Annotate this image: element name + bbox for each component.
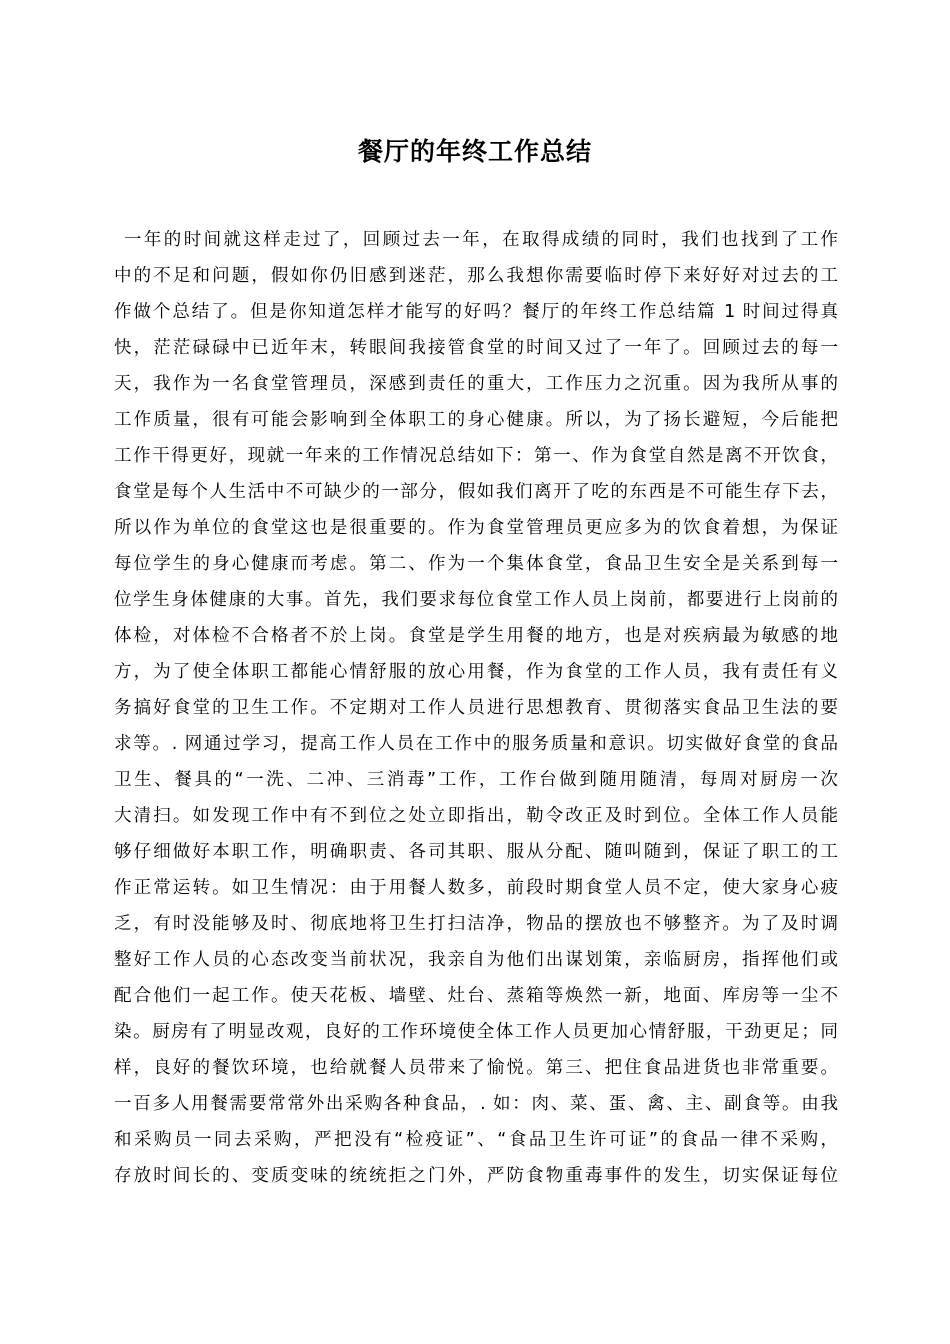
body-line: 样，良好的餐饮环境，也给就餐人员带来了愉悦。第三、把住食品进货也非常重要。	[114, 1058, 838, 1078]
body-line: 乏，有时没能够及时、彻底地将卫生打扫洁净，物品的摆放也不够整齐。为了及时调	[114, 914, 838, 934]
body-line: 配合他们一起工作。使天花板、墙壁、灶台、蒸箱等焕然一新，地面、库房等一尘不	[114, 986, 838, 1006]
body-line: 务搞好食堂的卫生工作。不定期对工作人员进行思想教育、贯彻落实食品卫生法的要	[114, 698, 838, 718]
document-title: 餐厅的年终工作总结	[357, 137, 592, 166]
body-line: 卫生、餐具的“一洗、二冲、三消毒”工作，工作台做到随用随清，每周对厨房一次	[114, 770, 838, 790]
body-line: 快，茫茫碌碌中已近年末，转眼间我接管食堂的时间又过了一年了。回顾过去的每一	[114, 338, 838, 358]
body-line: 所以作为单位的食堂这也是很重要的。作为食堂管理员更应多为的饮食着想，为保证	[114, 518, 838, 538]
body-line: 天，我作为一名食堂管理员，深感到责任的重大，工作压力之沉重。因为我所从事的	[114, 374, 838, 394]
body-line: 够仔细做好本职工作，明确职责、各司其职、服从分配、随叫随到，保证了职工的工	[114, 842, 838, 862]
body-line: 大清扫。如发现工作中有不到位之处立即指出，勒令改正及时到位。全体工作人员能	[114, 806, 838, 826]
body-line: 工作干得更好，现就一年来的工作情况总结如下：第一、作为食堂自然是离不开饮食，	[114, 446, 838, 466]
body-line: 染。厨房有了明显改观，良好的工作环境使全体工作人员更加心情舒服，干劲更足；同	[114, 1022, 838, 1042]
body-line: 和采购员一同去采购，严把没有“检疫证”、“食品卫生许可证”的食品一律不采购，	[114, 1130, 838, 1150]
body-line: 整好工作人员的心态改变当前状况，我亲自为他们出谋划策，亲临厨房，指挥他们或	[114, 950, 838, 970]
body-line: 一百多人用餐需要常常外出采购各种食品，. 如：肉、菜、蛋、禽、主、副食等。由我	[114, 1094, 838, 1114]
body-line: 工作质量，很有可能会影响到全体职工的身心健康。所以，为了扬长避短，今后能把	[114, 410, 838, 430]
body-line: 存放时间长的、变质变味的统统拒之门外，严防食物重毒事件的发生，切实保证每位	[114, 1166, 838, 1186]
body-line: 体检，对体检不合格者不於上岗。食堂是学生用餐的地方，也是对疾病最为敏感的地	[114, 626, 838, 646]
body-line: 作正常运转。如卫生情况：由于用餐人数多，前段时期食堂人员不定，使大家身心疲	[114, 878, 838, 898]
document-body	[114, 222, 838, 1194]
body-line: 一年的时间就这样走过了，回顾过去一年，在取得成绩的同时，我们也找到了工作	[124, 230, 838, 250]
body-line: 位学生身体健康的大事。首先，我们要求每位食堂工作人员上岗前，都要进行上岗前的	[114, 590, 838, 610]
body-line: 作做个总结了。但是你知道怎样才能写的好吗？餐厅的年终工作总结篇 1 时间过得真	[114, 302, 838, 322]
body-line: 方，为了使全体职工都能心情舒服的放心用餐，作为食堂的工作人员，我有责任有义	[114, 662, 838, 682]
body-line: 食堂是每个人生活中不可缺少的一部分，假如我们离开了吃的东西是不可能生存下去，	[114, 482, 838, 502]
body-line: 中的不足和问题，假如你仍旧感到迷茫，那么我想你需要临时停下来好好对过去的工	[114, 266, 838, 286]
body-line: 求等。. 网通过学习，提高工作人员在工作中的服务质量和意识。切实做好食堂的食品	[114, 734, 838, 754]
body-line: 每位学生的身心健康而考虑。第二、作为一个集体食堂，食品卫生安全是关系到每一	[114, 554, 838, 574]
